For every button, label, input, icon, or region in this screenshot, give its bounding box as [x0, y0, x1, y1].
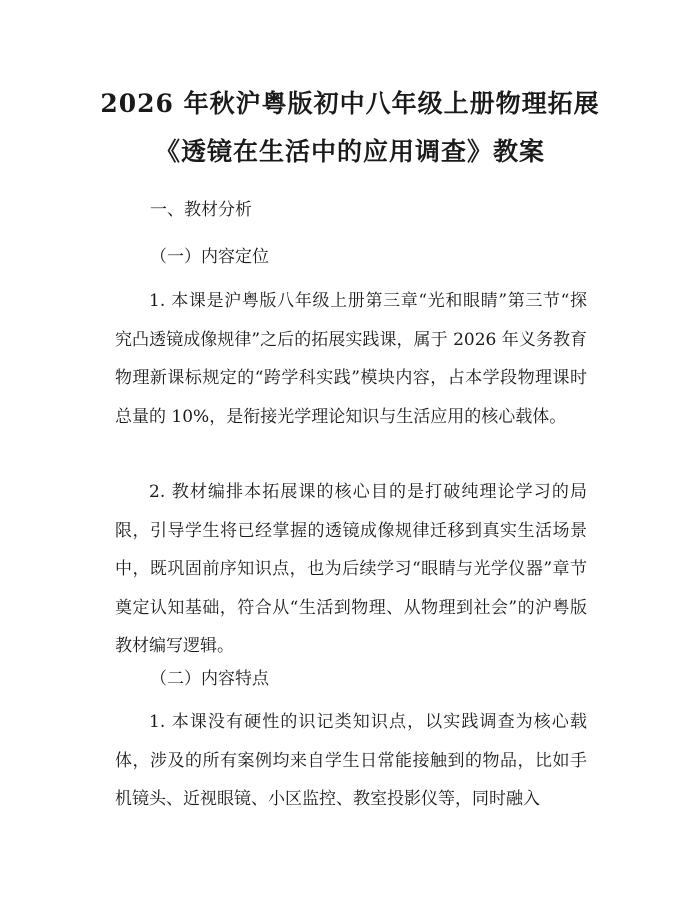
paragraph-content-positioning-1: 1. 本课是沪粤版八年级上册第三章“光和眼睛”第三节“探究凸透镜成像规律”之后的拓展实践课，属于 2026 年义务教育物理新课标规定的“跨学科实践”模块内容，占本学段物理课时总量的 10%，是衔接光学理论知识与生活应用的核心载体。 [115, 291, 587, 427]
section-heading-textbook-analysis: 一、教材分析 [150, 200, 252, 220]
paragraph-content-features-1: 1. 本课没有硬性的识记类知识点，以实践调查为核心载体，涉及的所有案例均来自学生日常能接触到的物品，比如手机镜头、近视眼镜、小区监控、教室投影仪等，同时融入 [115, 712, 587, 809]
paragraph-content-positioning-2: 2. 教材编排本拓展课的核心目的是打破纯理论学习的局限，引导学生将已经掌握的透镜成像规律迁移到真实生活场景中，既巩固前序知识点，也为后续学习“眼睛与光学仪器”章节奠定认知基础，符合从“生活到物理、从物理到社会”的沪粤版教材编写逻辑。 [115, 482, 587, 656]
document-title-line-2: 《透镜在生活中的应用调查》教案 [154, 137, 545, 166]
document-title-line-1: 2026 年秋沪粤版初中八年级上册物理拓展 [100, 89, 600, 118]
subsection-heading-content-positioning: （一）内容定位 [150, 247, 269, 267]
subsection-heading-content-features: （二）内容特点 [150, 669, 269, 689]
